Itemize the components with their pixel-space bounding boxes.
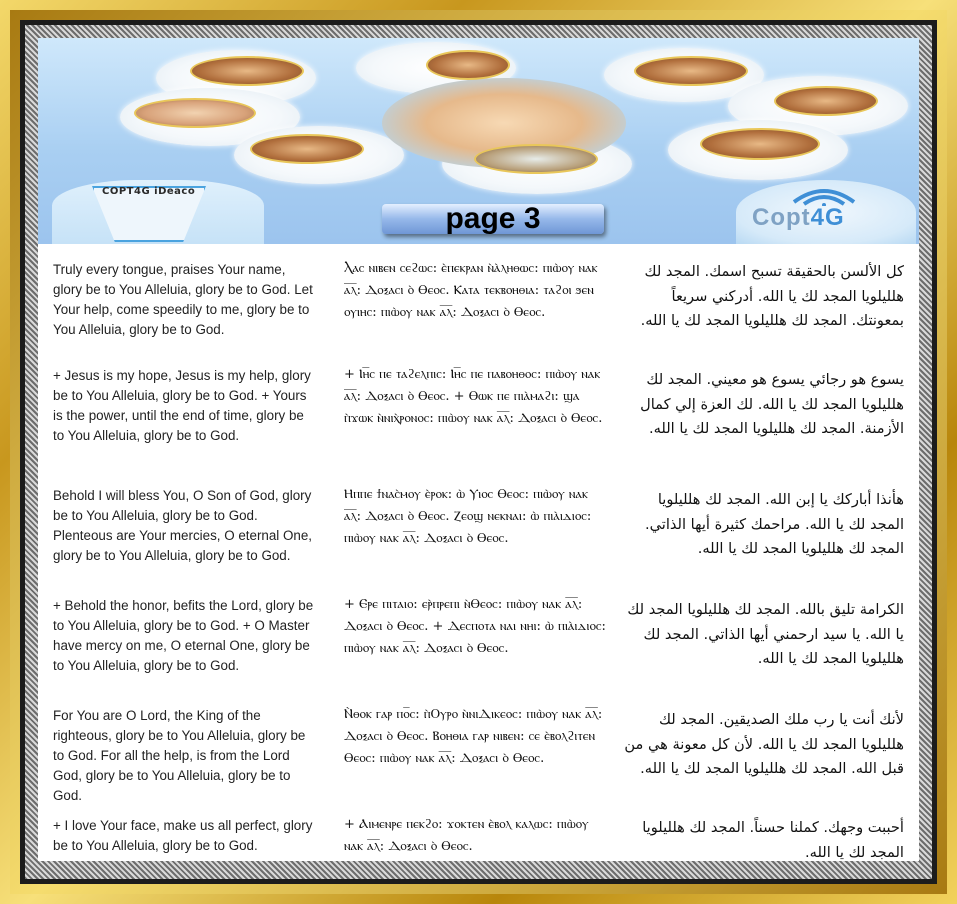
copt4g-ideacon-logo (52, 180, 264, 244)
verse-arabic: لأنك أنت يا رب ملك الصديقين. المجد لك هلليلويا المجد لك يا الله. لأن كل معونة هي من قبل الله. المجد لك هلليلويا المجد لك يا الله. (624, 711, 904, 777)
logo-right-text-a: Copt (752, 204, 811, 231)
verse-arabic: يسوع هو رجائي يسوع هو معيني. المجد لك هلليلويا المجد لك يا الله. لك العزة إلي كمال الأزمنة. المجد لك هلليلويا المجد لك يا الله. (640, 371, 904, 437)
verse-arabic: كل الألسن بالحقيقة تسبح اسمك. المجد لك هلليلويا المجد لك يا الله. أدركني سريعاً بمعونتك. المجد لك هلليلويا المجد لك يا الله. (640, 263, 904, 329)
verse-arabic: هأنذا أباركك يا إبن الله. المجد لك هلليلويا المجد لك يا الله. مراحمك كثيرة أيها الذاتي. المجد لك هلليلويا المجد لك يا الله. (644, 491, 904, 557)
verse-arabic: الكرامة تليق بالله. المجد لك هلليلويا المجد لك يا الله. يا سيد ارحمني أيها الذاتي. المجد لك هلليلويا المجد لك يا الله. (627, 601, 904, 667)
saint-icon (634, 56, 748, 86)
page-number-badge (382, 204, 604, 234)
saint-icon (250, 134, 364, 164)
copt4g-logo (736, 180, 916, 244)
verse-coptic: + Ⲉⲣⲉ ⲡⲓⲧⲁⲓⲟ: ⲉⲣ̀ⲡⲣⲉⲡⲓ ⲛ̀Ⲑⲉⲟⲥ: ⲡⲓⲱ̀ⲟⲩ ⲛⲁⲕ ⲁ̅ⲗ̅: Ⲇⲟⲝⲁⲥⲓ ⲟ̀ Ⲑⲉⲟⲥ. + Ⲇⲉⲥⲡⲟⲧⲁ ⲛⲁⲓ ⲛⲏⲓ: ⲱ̀ ⲡⲓⲁ̀ⲓⲇⲓⲟⲥ: ⲡⲓⲱ̀ⲟⲩ ⲛⲁⲕ ⲁ̅ⲗ̅: Ⲇⲟⲝⲁⲥⲓ ⲟ̀ Ⲑⲉⲟⲥ. (344, 597, 606, 656)
verse-coptic: + Ⲓⲏ̅ⲥ ⲡⲉ ⲧⲁϩⲉⲗⲡⲓⲥ: Ⲓⲏ̅ⲥ ⲡⲉ ⲡⲁⲃⲟⲏⲑⲟⲥ: ⲡⲓⲱ̀ⲟⲩ ⲛⲁⲕ ⲁ̅ⲗ̅: Ⲇⲟⲝⲁⲥⲓ ⲟ̀ Ⲑⲉⲟⲥ. + Ⲑⲱⲕ ⲡⲉ ⲡⲓⲁ̀ⲙⲁϩⲓ: ϣⲁ ⲡ̀ϫⲱⲕ ⲛ̀ⲛⲓⲭ̀ⲣⲟⲛⲟⲥ: ⲡⲓⲱ̀ⲟⲩ ⲛⲁⲕ ⲁ̅ⲗ̅: Ⲇⲟⲝⲁⲥⲓ ⲟ̀ Ⲑⲉⲟⲥ. (344, 367, 603, 426)
verse-english: + I love Your face, make us all perfect, glory be to You Alleluia, glory be to God. (53, 818, 313, 853)
logo-right-text-b: 4G (810, 204, 845, 231)
page (38, 38, 919, 861)
verse-english: + Jesus is my hope, Jesus is my help, glory be to You Alleluia, glory be to God. + Yours is the power, until the end of time, glory be to You Alleluia, glory be to God. (53, 368, 311, 443)
verse-english: Behold I will bless You, O Son of God, glory be to You Alleluia, glory be to God. Plenteous are Your mercies, O eternal One, glory be to You Alleluia, glory be to God. (53, 488, 313, 563)
verse-arabic: أحببت وجهك. كملنا حسناً. المجد لك هلليلويا المجد لك يا الله. (642, 819, 904, 861)
saint-icon (474, 144, 598, 174)
logo-left-text: COPT4G iDeaco (102, 186, 196, 197)
saint-icon (134, 98, 256, 128)
saint-icon (426, 50, 510, 80)
verse-coptic: Ⲛ̀ⲑⲟⲕ ⲅⲁⲣ ⲡⲟ̅ⲥ: ⲡ̀Ⲟⲩⲣⲟ ⲛ̀ⲛⲓⲆⲓⲕⲉⲟⲥ: ⲡⲓⲱ̀ⲟⲩ ⲛⲁⲕ ⲁ̅ⲗ̅: Ⲇⲟⲝⲁⲥⲓ ⲟ̀ Ⲑⲉⲟⲥ. Ⲃⲟⲏⲑⲓⲁ ⲅⲁⲣ ⲛⲓⲃⲉⲛ: ⲥⲉ ⲉ̀ⲃⲟⲗϩⲓⲧⲉⲛ Ⲑⲉⲟⲥ: ⲡⲓⲱ̀ⲟⲩ ⲛⲁⲕ ⲁ̅ⲗ̅: Ⲇⲟⲝⲁⲥⲓ ⲟ̀ Ⲑⲉⲟⲥ. (344, 707, 603, 766)
verse-coptic: + Ⲁⲓⲙⲉⲛⲣⲉ ⲡⲉⲕϩⲟ: ϫⲟⲕⲧⲉⲛ ⲉ̀ⲃⲟⲗ ⲕⲁⲗⲱⲥ: ⲡⲓⲱ̀ⲟⲩ ⲛⲁⲕ ⲁ̅ⲗ̅: Ⲇⲟⲝⲁⲥⲓ ⲟ̀ Ⲑⲉⲟⲥ. (344, 817, 589, 854)
saint-icon (774, 86, 878, 116)
verse-coptic: Ⲗⲁⲥ ⲛⲓⲃⲉⲛ ⲥⲉϩⲱⲥ: ⲉ̀ⲡⲉⲕⲣⲁⲛ ⲛ̀ⲁ̀ⲗⲏⲑⲱⲥ: ⲡⲓⲱ̀ⲟⲩ ⲛⲁⲕ ⲁ̅ⲗ̅: Ⲇⲟⲝⲁⲥⲓ ⲟ̀ Ⲑⲉⲟⲥ. Ⲕⲁⲧⲁ ⲧⲉⲕⲃⲟⲏⲑⲓⲁ: ⲧⲁϩⲟⲓ ϧⲉⲛ ⲟⲩⲓⲏⲥ: ⲡⲓⲱ̀ⲟⲩ ⲛⲁⲕ ⲁ̅ⲗ̅: Ⲇⲟⲝⲁⲥⲓ ⲟ̀ Ⲑⲉⲟⲥ. (344, 261, 598, 320)
verse-english: For You are O Lord, the King of the righteous, glory be to You Alleluia, glory be to God. For all the help, is from the Lord God, glory be to You Alleluia, glory be to God. (53, 708, 306, 803)
saint-icon (190, 56, 304, 86)
header-banner (38, 38, 919, 244)
verse-english: + Behold the honor, befits the Lord, glory be to You Alleluia, glory be to God. + O Master have mercy on me, O eternal One, glory be to You Alleluia, glory be to God. (53, 598, 314, 673)
page-number-label: page 3 (445, 202, 541, 235)
verse-english: Truly every tongue, praises Your name, glory be to You Alleluia, glory be to God. Let Your help, come speedily to me, glory be to You Alleluia, glory be to God. (53, 262, 313, 337)
saint-icon (700, 128, 820, 160)
wifi-icon (790, 186, 858, 206)
verse-coptic: Ⲏⲡⲡⲉ ϯⲛⲁⲥ̀ⲙⲟⲩ ⲉ̀ⲣⲟⲕ: ⲱ̀ Ⲩⲓⲟⲥ Ⲑⲉⲟⲥ: ⲡⲓⲱ̀ⲟⲩ ⲛⲁⲕ ⲁ̅ⲗ̅: Ⲇⲟⲝⲁⲥⲓ ⲟ̀ Ⲑⲉⲟⲥ. Ⲍⲉⲟϣ ⲛⲉⲕⲛⲁⲓ: ⲱ̀ ⲡⲓⲁ̀ⲓⲇⲓⲟⲥ: ⲡⲓⲱ̀ⲟⲩ ⲛⲁⲕ ⲁ̅ⲗ̅: Ⲇⲟⲝⲁⲥⲓ ⲟ̀ Ⲑⲉⲟⲥ. (344, 487, 592, 546)
logo-right-text (752, 204, 845, 232)
